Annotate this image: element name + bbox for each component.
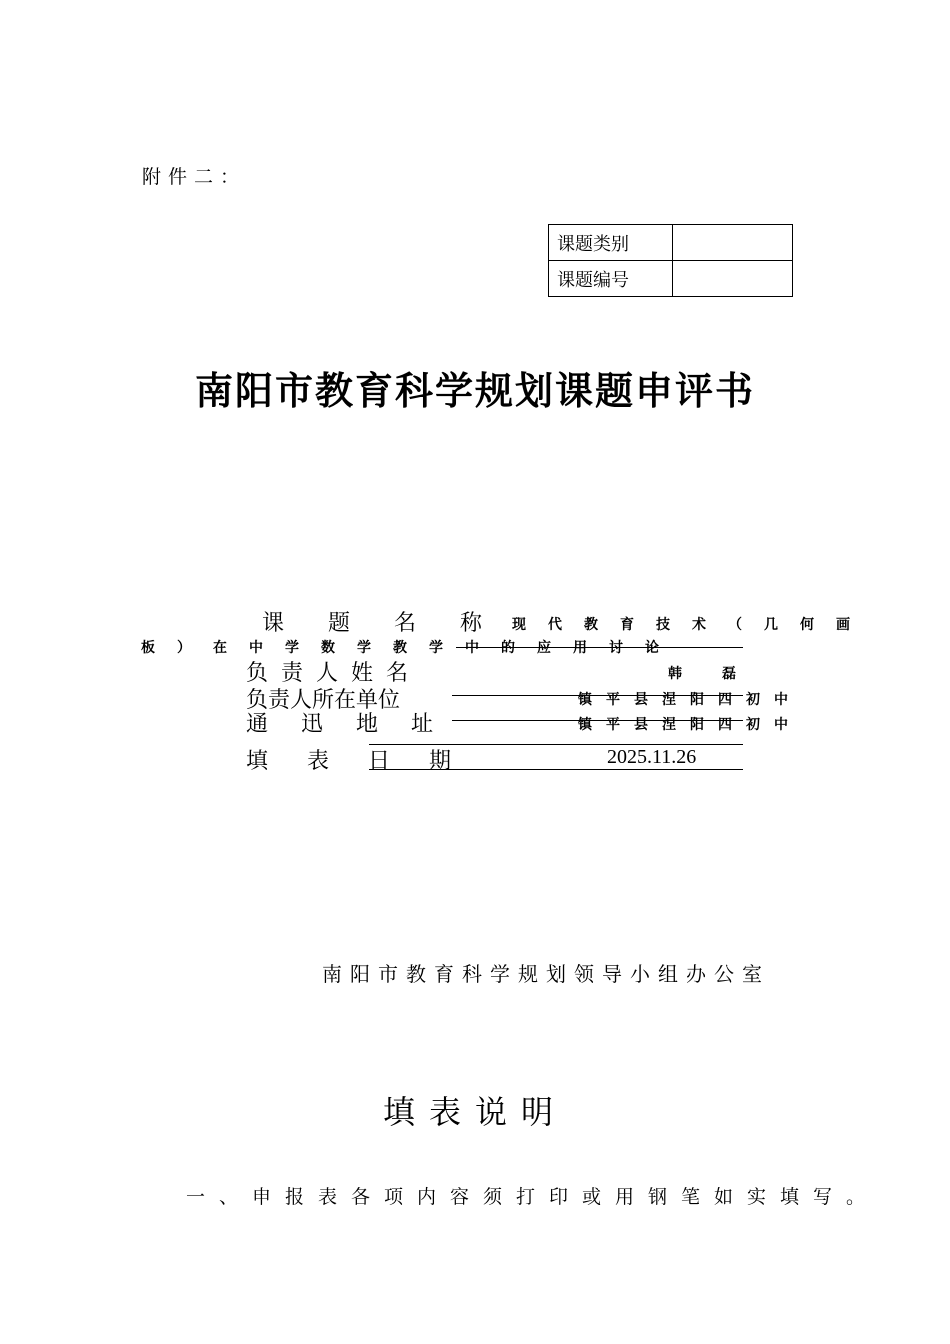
label-char: 迅 bbox=[301, 712, 324, 737]
topic-category-value bbox=[673, 225, 793, 261]
label-char: 址 bbox=[411, 712, 434, 737]
instructions-title: 填表说明 bbox=[382, 1093, 567, 1131]
label-char: 通 bbox=[246, 712, 269, 737]
issuing-office: 南阳市教育科学规划领导小组办公室 bbox=[322, 962, 770, 986]
date-underline bbox=[369, 769, 743, 770]
topic-number-value bbox=[673, 261, 793, 297]
label-char: 填 bbox=[246, 749, 269, 774]
attachment-label: 附件二： bbox=[142, 166, 247, 188]
instruction-item: 一、申报表各项内容须打印或用钢笔如实填写。 bbox=[186, 1186, 880, 1208]
address-underline bbox=[452, 720, 743, 721]
label-char: 称 bbox=[460, 611, 483, 636]
topic-number-label: 课题编号 bbox=[549, 261, 673, 297]
topic-name-value-line1: 现代教育技术（几何画 bbox=[512, 617, 872, 633]
label-char: 日 bbox=[368, 749, 391, 774]
unit-underline bbox=[452, 695, 743, 696]
document-title: 南阳市教育科学规划课题申评书 bbox=[194, 369, 755, 413]
fill-date-label bbox=[246, 744, 490, 775]
table-row bbox=[549, 225, 793, 261]
date-overline bbox=[369, 744, 743, 745]
topic-name-value-line2: 板）在中学数学教学中的应用讨论 bbox=[141, 640, 681, 656]
address-value: 镇平县涅阳四初中 bbox=[578, 717, 802, 733]
leader-name-label: 负责人姓名 bbox=[246, 661, 422, 686]
label-char: 期 bbox=[429, 749, 452, 774]
fill-date-value: 2025.11.26 bbox=[607, 746, 697, 768]
label-char: 地 bbox=[356, 712, 379, 737]
leader-name-value: 韩磊 bbox=[668, 666, 776, 682]
table-row bbox=[549, 261, 793, 297]
topic-underline bbox=[456, 647, 743, 648]
leader-unit-label: 负责人所在单位 bbox=[246, 688, 401, 713]
topic-name-label bbox=[262, 606, 526, 637]
topic-category-label: 课题类别 bbox=[549, 225, 673, 261]
topic-meta-table bbox=[548, 224, 793, 297]
label-char: 名 bbox=[394, 611, 417, 636]
leader-unit-value: 镇平县涅阳四初中 bbox=[578, 692, 802, 708]
label-char: 课 bbox=[262, 611, 285, 636]
label-char: 题 bbox=[328, 611, 351, 636]
label-char: 表 bbox=[307, 749, 330, 774]
address-label bbox=[246, 707, 466, 738]
